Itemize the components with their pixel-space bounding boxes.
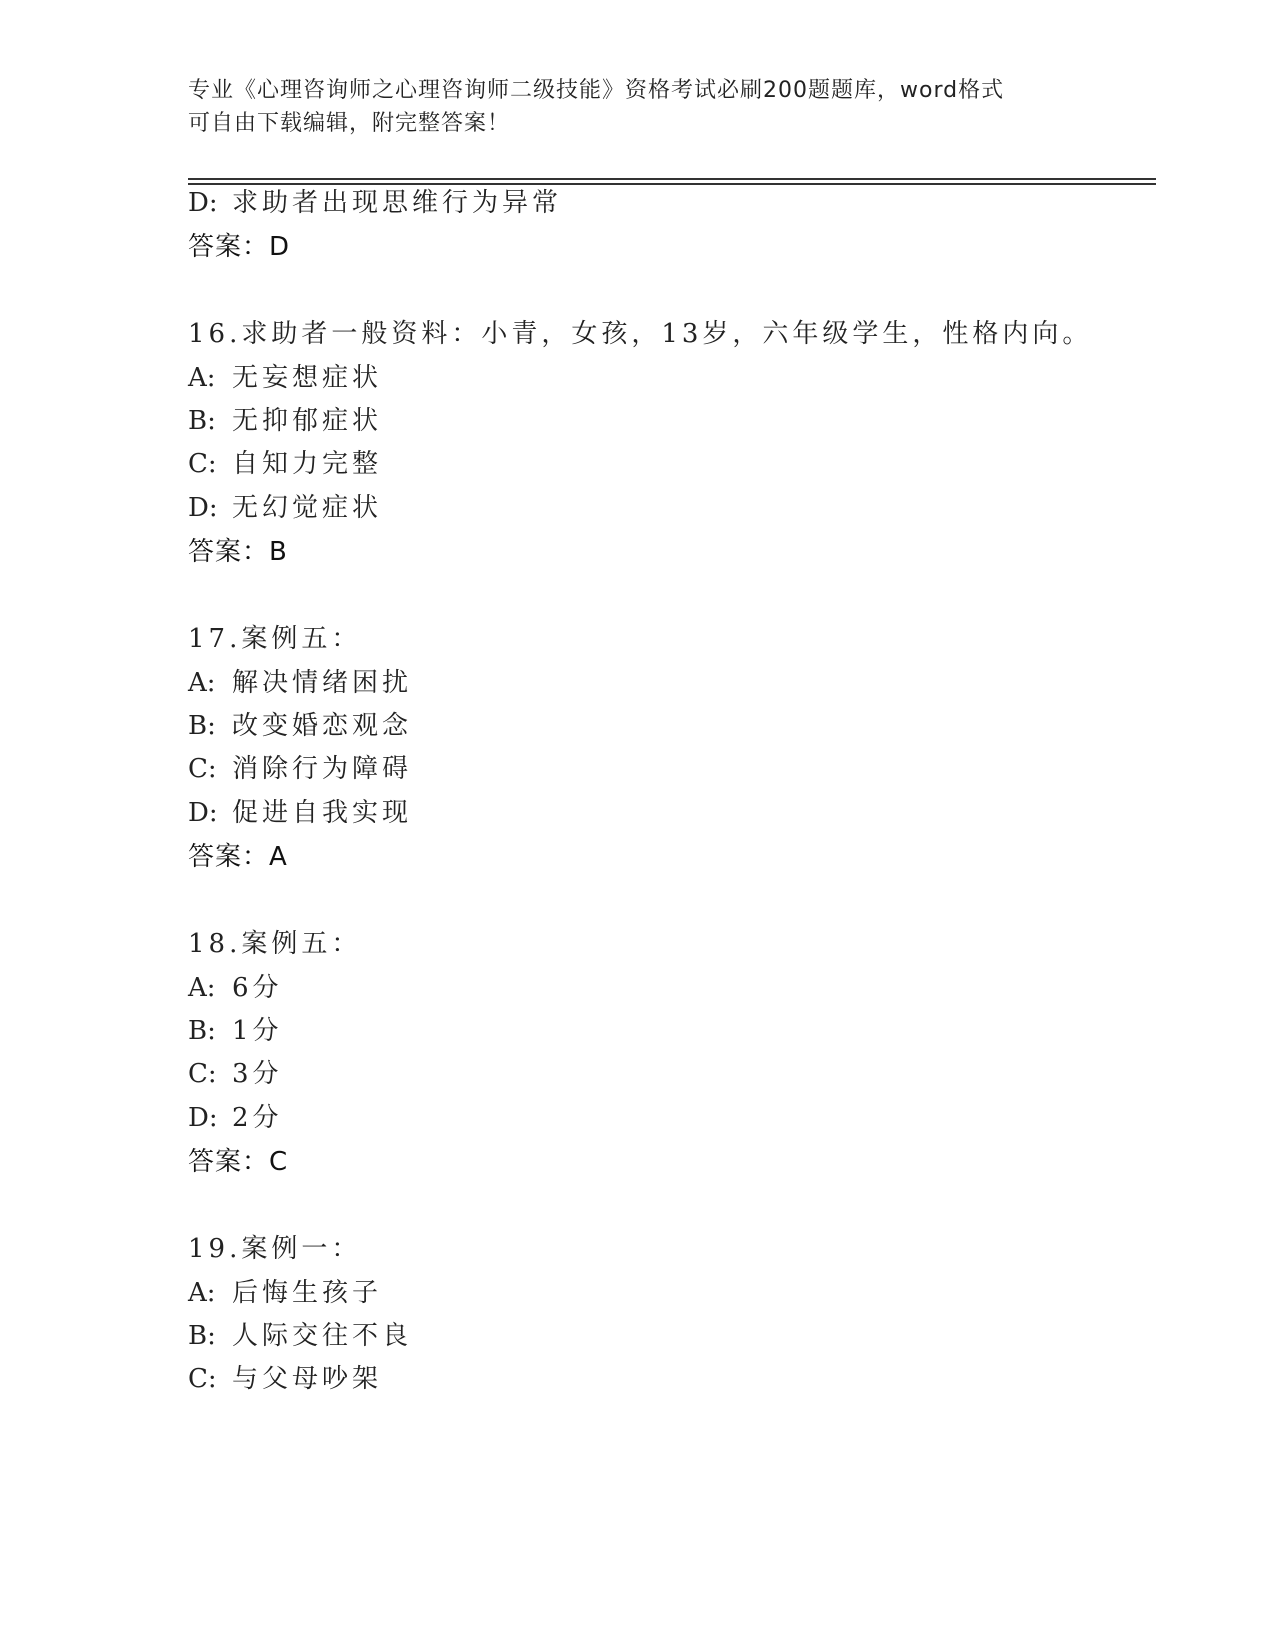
q16-option-b	[188, 404, 382, 438]
option-text: 改变婚恋观念	[232, 711, 413, 741]
option-label: B:	[188, 406, 216, 436]
option-text: 1分	[232, 1016, 283, 1046]
question-18-title: 18.案例五：	[188, 929, 362, 959]
q18-answer: 答案：C	[188, 1147, 289, 1177]
option-text: 与父母吵架	[232, 1364, 383, 1394]
q17-option-c	[188, 752, 412, 786]
q19-option-a	[188, 1276, 382, 1310]
q17-option-a	[188, 666, 412, 700]
prev-option-d	[188, 186, 562, 220]
q17-option-d	[188, 796, 412, 830]
option-label: D:	[188, 798, 218, 828]
document-header	[188, 74, 1088, 140]
option-label: B:	[188, 1321, 216, 1351]
q19-option-c	[188, 1362, 382, 1396]
option-text: 3分	[232, 1059, 283, 1089]
question-19-title: 19.案例一：	[188, 1234, 362, 1264]
header-divider-bottom	[188, 183, 1156, 185]
q18-option-c	[188, 1057, 283, 1091]
q18-option-b	[188, 1014, 283, 1048]
option-text: 求助者出现思维行为异常	[232, 188, 563, 218]
option-label: C:	[188, 1364, 217, 1394]
header-line-1: 专业《心理咨询师之心理咨询师二级技能》资格考试必刷200题题库，word格式	[188, 78, 1005, 103]
question-16-title: 16.求助者一般资料：小青，女孩，13岁，六年级学生，性格内向。	[188, 319, 1093, 349]
q19-option-b	[188, 1319, 412, 1353]
q16-option-d	[188, 491, 382, 525]
q16-option-c	[188, 447, 382, 481]
q16-option-a	[188, 361, 382, 395]
option-text: 无抑郁症状	[232, 406, 383, 436]
option-text: 无妄想症状	[232, 363, 383, 393]
option-label: A:	[188, 668, 216, 698]
option-label: B:	[188, 711, 216, 741]
q17-answer: 答案：A	[188, 842, 288, 872]
option-label: A:	[188, 1278, 216, 1308]
option-label: A:	[188, 973, 216, 1003]
header-line-2: 可自由下载编辑，附完整答案！	[188, 111, 511, 136]
option-label: B:	[188, 1016, 216, 1046]
option-text: 人际交往不良	[232, 1321, 413, 1351]
question-17-title: 17.案例五：	[188, 624, 362, 654]
option-label: C:	[188, 449, 217, 479]
header-divider-top	[188, 178, 1156, 180]
option-text: 6分	[232, 973, 283, 1003]
option-text: 自知力完整	[232, 449, 383, 479]
option-label: C:	[188, 1059, 217, 1089]
option-label: C:	[188, 754, 217, 784]
option-label: D:	[188, 188, 218, 218]
option-text: 消除行为障碍	[232, 754, 413, 784]
option-label: D:	[188, 1103, 218, 1133]
prev-answer: 答案：D	[188, 232, 291, 262]
option-text: 后悔生孩子	[232, 1278, 383, 1308]
option-label: D:	[188, 493, 218, 523]
q17-option-b	[188, 709, 412, 743]
option-label: A:	[188, 363, 216, 393]
q18-option-a	[188, 971, 283, 1005]
option-text: 无幻觉症状	[232, 493, 383, 523]
option-text: 2分	[232, 1103, 283, 1133]
q18-option-d	[188, 1101, 283, 1135]
q16-answer: 答案：B	[188, 537, 288, 567]
option-text: 促进自我实现	[232, 798, 413, 828]
option-text: 解决情绪困扰	[232, 668, 413, 698]
